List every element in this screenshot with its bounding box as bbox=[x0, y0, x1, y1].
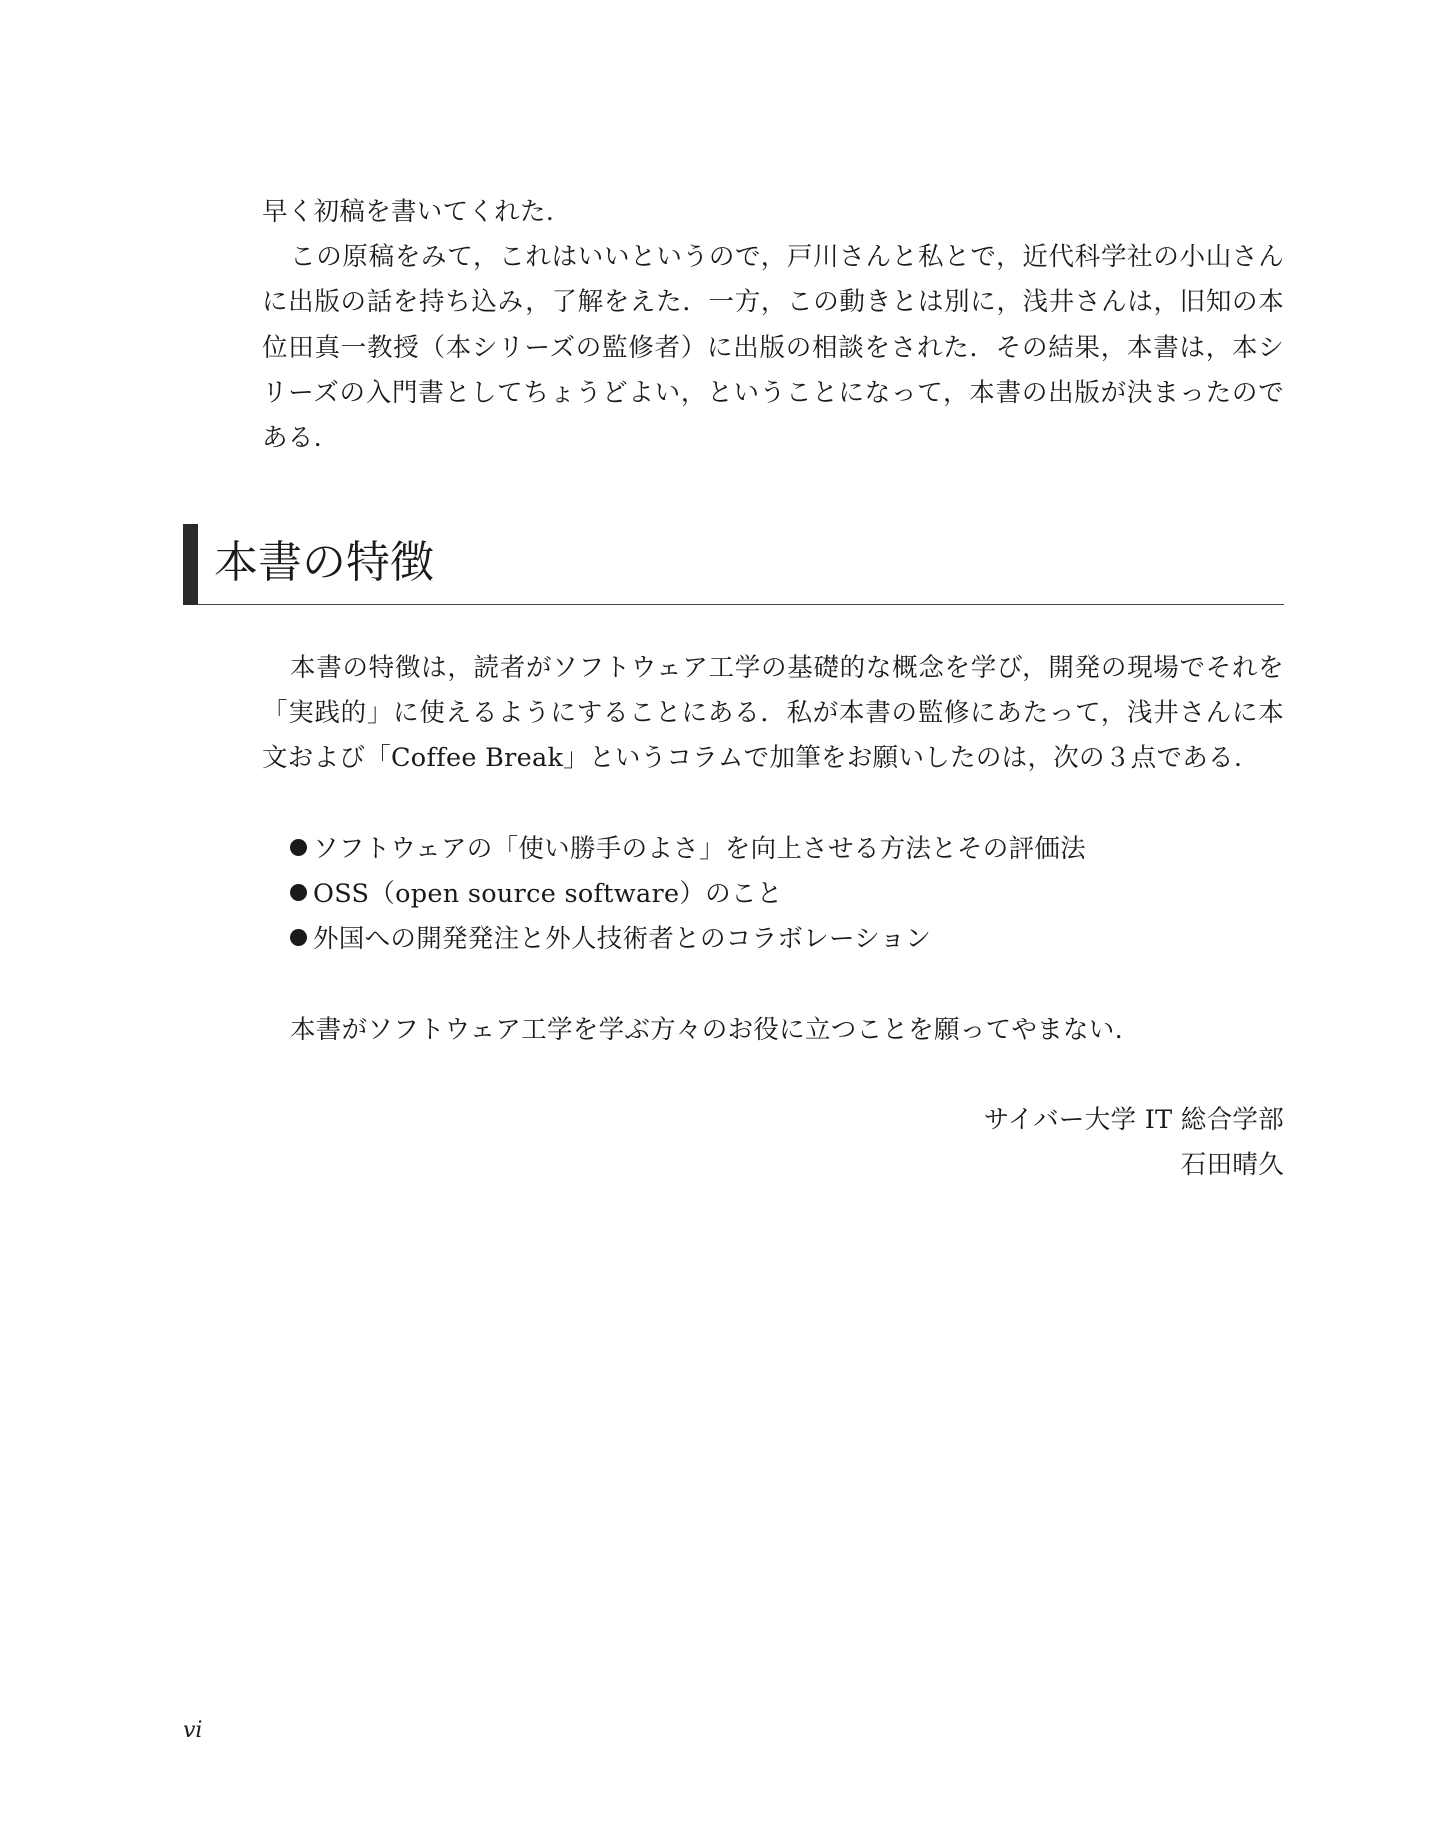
bullet-icon bbox=[290, 884, 307, 901]
bullet-item-1 bbox=[290, 834, 1086, 864]
section-paragraph-line-3: 文および「Coffee Break」というコラムで加筆をお願いしたのは，次の３点である. bbox=[262, 743, 1243, 773]
bullet-text: OSS（open source software）のこと bbox=[313, 879, 783, 909]
page-number: vi bbox=[183, 1718, 203, 1743]
section-title: 本書の特徴 bbox=[214, 537, 434, 588]
bullet-item-2 bbox=[290, 879, 783, 909]
section-heading bbox=[183, 524, 1284, 605]
bullet-icon bbox=[290, 839, 307, 856]
intro-line-4: 位田真一教授（本シリーズの監修者）に出版の相談をされた．その結果，本書は，本シ bbox=[262, 333, 1284, 363]
heading-accent-bar bbox=[183, 524, 198, 605]
bullet-icon bbox=[290, 929, 307, 946]
section-paragraph-line-2: 「実践的」に使えるようにすることにある．私が本書の監修にあたって，浅井さんに本 bbox=[262, 698, 1284, 728]
bullet-text: ソフトウェアの「使い勝手のよさ」を向上させる方法とその評価法 bbox=[313, 834, 1086, 864]
signature-name: 石田晴久 bbox=[1180, 1150, 1284, 1180]
intro-line-5: リーズの入門書としてちょうどよい，ということになって，本書の出版が決まったので bbox=[262, 378, 1284, 408]
section-paragraph-line-1: 本書の特徴は，読者がソフトウェア工学の基礎的な概念を学び，開発の現場でそれを bbox=[290, 653, 1284, 683]
bullet-item-3 bbox=[290, 924, 931, 954]
intro-line-2: この原稿をみて，これはいいというので，戸川さんと私とで，近代科学社の小山さん bbox=[290, 242, 1284, 272]
signature-affiliation: サイバー大学 IT 総合学部 bbox=[983, 1105, 1284, 1135]
intro-line-1: 早く初稿を書いてくれた. bbox=[262, 197, 555, 227]
bullet-text: 外国への開発発注と外人技術者とのコラボレーション bbox=[313, 924, 932, 954]
intro-line-6: ある. bbox=[262, 423, 323, 453]
closing-line: 本書がソフトウェア工学を学ぶ方々のお役に立つことを願ってやまない. bbox=[290, 1015, 1123, 1045]
intro-line-3: に出版の話を持ち込み，了解をえた．一方，この動きとは別に，浅井さんは，旧知の本 bbox=[262, 287, 1284, 317]
